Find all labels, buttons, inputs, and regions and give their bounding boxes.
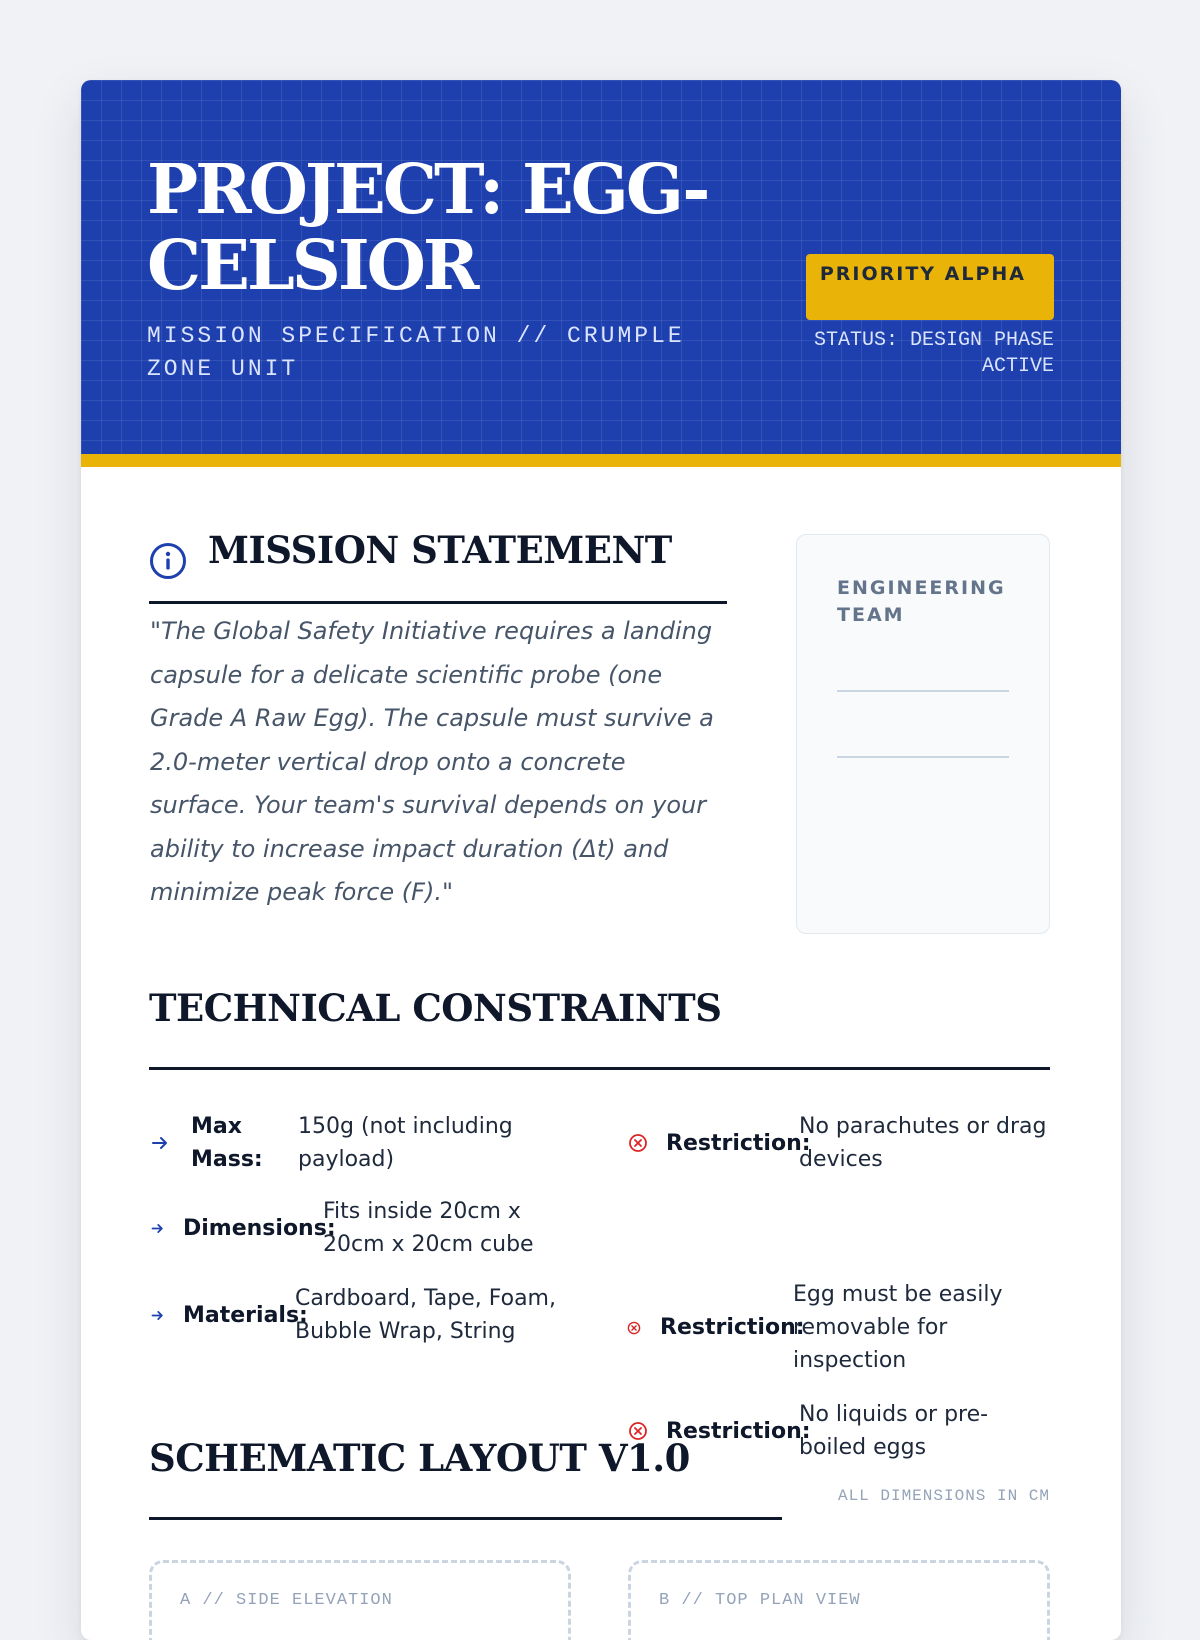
arrow-right-icon <box>149 1309 165 1322</box>
spec-sheet <box>81 80 1121 1640</box>
restriction-liquids <box>626 1398 1056 1464</box>
spec-max-mass <box>149 1110 569 1176</box>
arrow-right-icon <box>149 1134 171 1152</box>
header-accent-stripe <box>81 454 1121 467</box>
restriction-label: Restriction: <box>666 1130 811 1156</box>
schematic-layout-heading: SCHEMATIC LAYOUT V1.0 <box>149 1436 690 1480</box>
restriction-label: Restriction: <box>666 1418 811 1444</box>
mission-quote: "The Global Safety Initiative requires a landing capsule for a delicate scientific probe (one Grade A Raw Egg). The capsule must survive a 2.0-meter vertical drop onto a concrete surface. Your team's survival depends on your ability to increase impact duration (Δt) and minimize peak force (F)." <box>150 617 714 906</box>
dimensions-note: ALL DIMENSIONS IN CM <box>837 1487 1050 1505</box>
spec-label: Materials: <box>183 1302 308 1328</box>
restriction-removable <box>626 1278 1056 1377</box>
spec-value: Fits inside 20cm x 20cm x 20cm cube <box>323 1199 534 1257</box>
mission-statement-heading: MISSION STATEMENT <box>208 528 672 572</box>
spec-materials <box>149 1282 619 1348</box>
spec-dimensions <box>149 1195 609 1261</box>
priority-badge: PRIORITY ALPHA <box>806 254 1054 320</box>
spec-value: Cardboard, Tape, Foam, Bubble Wrap, String <box>295 1286 556 1344</box>
header-banner <box>81 80 1121 454</box>
engineering-team-card <box>796 534 1050 934</box>
restriction-value: No parachutes or drag devices <box>799 1114 1047 1172</box>
x-circle-icon <box>626 1133 650 1153</box>
schematic-panel-label: B // TOP PLAN VIEW <box>659 1591 861 1610</box>
info-icon <box>149 542 187 580</box>
schematic-panel-top-plan <box>628 1560 1050 1640</box>
project-title: PROJECT: EGG-CELSIOR <box>147 150 708 306</box>
constraints-heading-rule <box>149 1067 1050 1070</box>
team-name-line <box>837 756 1009 758</box>
mission-heading-rule <box>149 601 727 604</box>
mission-subtitle: MISSION SPECIFICATION // CRUMPLE ZONE UNIT <box>147 323 685 382</box>
restriction-value: Egg must be easily removable for inspection <box>793 1282 1003 1373</box>
restriction-label: Restriction: <box>660 1315 805 1340</box>
status-text: STATUS: DESIGN PHASE ACTIVE <box>813 329 1054 378</box>
spec-label: Dimensions: <box>183 1215 336 1241</box>
schematic-panel-label: A // SIDE ELEVATION <box>180 1591 393 1610</box>
team-name-line <box>837 690 1009 692</box>
restriction-value: No liquids or pre-boiled eggs <box>799 1402 989 1460</box>
schematic-heading-rule <box>149 1517 782 1520</box>
spec-value: 150g (not including payload) <box>298 1114 513 1172</box>
x-circle-icon <box>626 1321 642 1335</box>
restriction-parachutes <box>626 1110 1056 1176</box>
spec-label: Max Mass: <box>191 1114 263 1172</box>
engineering-team-label: ENGINEERING TEAM <box>837 577 1006 626</box>
schematic-panel-side-elevation <box>149 1560 571 1640</box>
arrow-right-icon <box>149 1222 165 1235</box>
technical-constraints-heading: TECHNICAL CONSTRAINTS <box>149 986 722 1030</box>
